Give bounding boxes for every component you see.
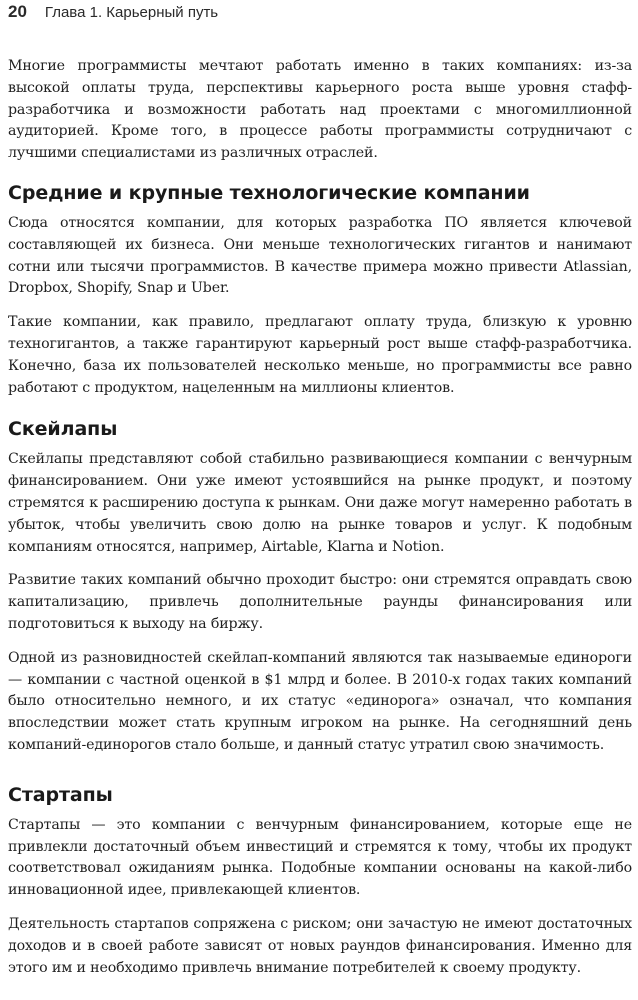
page-body xyxy=(8,56,632,991)
chapter-title: Глава 1. Карьерный путь xyxy=(44,4,219,21)
paragraph: Одной из разновидностей скейлап-компаний являются так называемые единороги — компании с частной оценкой в $1 млрд и более. В 2010-х годах таких компаний было относительно немного, и их статус «единорога» означал, что компания впоследствии может стать крупным игроком на рынке. На сегодняшний день компаний-единорогов стало больше, и данный статус утратил свою значимость. xyxy=(8,649,632,753)
section-heading-startups: Стартапы xyxy=(8,783,113,806)
paragraph: Сюда относятся компании, для которых разработка ПО является ключевой составляющей их бизнеса. Они меньше технологических гигантов и нанимают сотни или тысячи программистов. В качестве примера можно привести Atlassian, Dropbox, Shopify, Snap и Uber. xyxy=(8,214,632,297)
page-number: 20 xyxy=(8,2,27,21)
section-heading-scaleups: Скейлапы xyxy=(8,418,118,441)
paragraph: Скейлапы представляют собой стабильно развивающиеся компании с венчурным финансированием. Они уже имеют устоявшийся на рынке продукт, и поэтому стремятся к расширению доступа к рынкам. Они даже могут намеренно работать в убыток, чтобы увеличить свою долю на рынке товаров и услуг. К подобным компаниям относятся, например, Airtable, Klarna и Notion. xyxy=(8,451,632,555)
paragraph: Такие компании, как правило, предлагают оплату труда, близкую к уровню техногигантов, а также гарантируют карьерный рост выше стафф-разработчика. Конечно, база их пользователей несколько меньше, но программисты все равно работают с продуктом, нацеленным на миллионы клиентов. xyxy=(8,314,632,396)
paragraph-intro: Многие программисты мечтают работать именно в таких компаниях: из-за высокой оплаты труда, перспективы карьерного роста выше уровня стафф-разработчика и возможности работать над проектами с многомиллионной аудиторией. Кроме того, в процессе работы программисты сотрудничают с лучшими специалистами из различных отраслей. xyxy=(8,58,632,162)
running-header xyxy=(8,2,218,26)
paragraph: Деятельность стартапов сопряжена с риском; они зачастую не имеют достаточных доходов и в своей работе зависят от новых раундов финансирования. Именно для этого им и необходимо привлечь внимание потребителей к своему продукту. xyxy=(8,915,632,976)
section-heading-mid-large-companies: Средние и крупные технологические компании xyxy=(8,181,530,204)
paragraph: Стартапы — это компании с венчурным финансированием, которые еще не привлекли достаточный объем инвестиций и стремятся к тому, чтобы их продукт соответствовал ожиданиям рынка. Подобные компании основаны на какой-либо инновационной идее, привлекающей клиентов. xyxy=(8,816,632,899)
paragraph: Развитие таких компаний обычно проходит быстро: они стремятся оправдать свою капитализацию, привлечь дополнительные раунды финансирования или подготовиться к выходу на биржу. xyxy=(8,572,632,632)
